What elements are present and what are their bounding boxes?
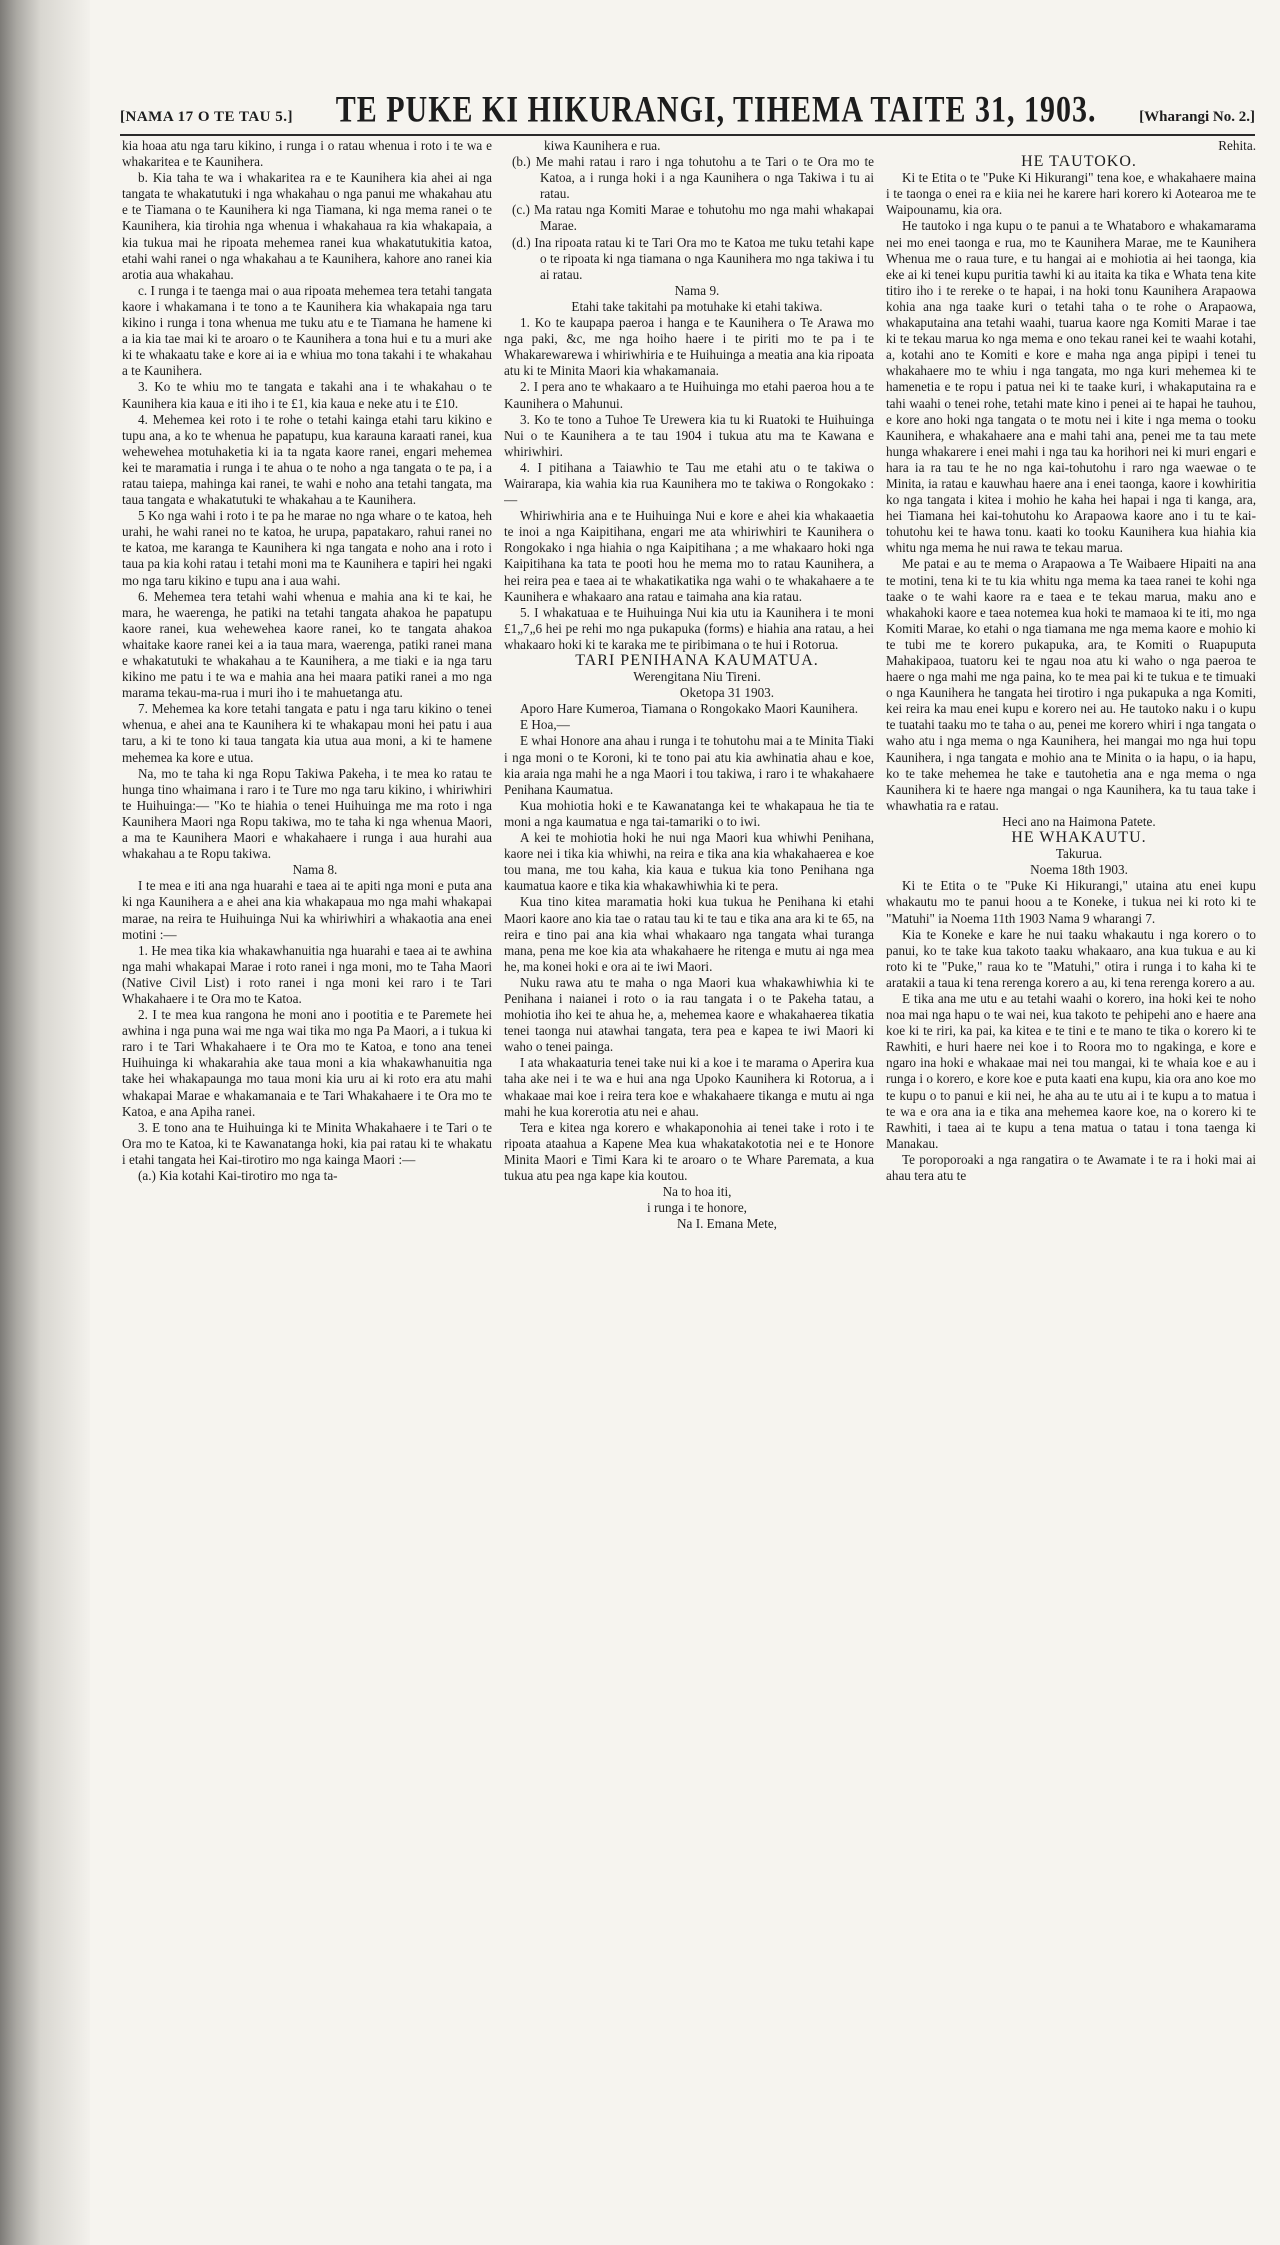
paragraph: Kua mohiotia hoki e te Kawanatanga kei te whakapaua he tia te moni a nga kaumatua e nga tai-tamariki o to iwi. xyxy=(504,797,874,829)
paragraph: 5 Ko nga wahi i roto i te pa he marae no nga whare o te katoa, heh urahi, he wahi ranei no te katoa, he urupa, papatakaro, rahui ranei no te katoa, me karanga te Kaunihera ki nga tangata e noho ana i roto i taua pa kia kohi ratau i tetahi moni ma te Kaunihera e tapiri hei ngaki mo nga taru kikino e tupu ana i aua wahi. xyxy=(122,508,492,588)
dateline-place: Takurua. xyxy=(1055,846,1103,862)
column-2 xyxy=(504,138,874,2223)
paragraph: 1. He mea tika kia whakawhanuitia nga huarahi e taea ai te awhina nga mahi whakapai Marae i roto ranei i nga moni, mo te Taha Maori (Native Civil List) i roto ranei i nga moni kei raro i te Tari Whakahaere i te Ora mo te Katoa. xyxy=(122,942,492,1006)
column-1 xyxy=(122,138,492,2223)
signoff-line: i runga i te honore, xyxy=(647,1200,747,1216)
dateline-date: Noema 18th 1903. xyxy=(1030,862,1128,878)
dateline-place: Werengitana Niu Tireni. xyxy=(633,669,761,685)
section-subheading: Etahi take takitahi pa motuhake ki etahi takiwa. xyxy=(571,298,823,314)
paragraph: 3. E tono ana te Huihuinga ki te Minita Whakahaere i te Tari o te Ora mo te Katoa, ki te Kawanatanga hoki, kia pai ratau ki te whakatu i etahi tangata hei Kai-tirotiro mo nga kainga Maori :— xyxy=(122,1119,492,1167)
issue-number: [NAMA 17 O TE TAU 5.] xyxy=(120,109,294,125)
paragraph: Te poroporoaki a nga rangatira o te Awamate i te ra i hoki mai ai ahau tera atu te xyxy=(886,1151,1256,1183)
signoff-line: Na to hoa iti, xyxy=(662,1184,732,1200)
paragraph: He tautoko i nga kupu o te panui a te Whataboro e whakamarama nei mo enei taonga e rua, mo te Kaunihera Marae, me te Kaunihera Whenua me o raua ture, e tu hangai ai e mohiotia ai hei taonga, kia eke ai ki tenei kupu puritia tawhi ki au itaita ka tika e Whata tena kite titiro iho i te rereke o te hapai, i na hoki tonu Kaunihera Arapaowa kohia ana nga taake kuri o tetahi taha o te rohe o Arapaowa, whakaputaina ana tetahi waahi, tuarua kaore nga Komiti Marae i tae ki te tekau marua ko nga mema e ono tekau ranei kei te waahi kotahi, a, kotahi ano te Komiti e kore e maha nga anga pipipi i tenei tu whakahaere mo te whiu i nga tangata, mo nga kuri mehemea ki te hamenetia e te ropu i patua nei ki te taake kuri, i whakaputaina ra e tahi waahi o tenei rohe, tetahi mate kino i penei ai te hapai he tauhou, e kore ano hoki nga tangata o te motu nei i kite i nga mema o tooku Kaunihera, e whakahaere ana e mahi tahi ana, penei me ta tau mete hunga whakarere i enei mahi i nga tau ka horihori nei ki muri engari e hara ia ra tau te he no nga kai-tohutohu i raro nga waewae o te Minita, ia ratau e kauwhau haere ana i enei taonga, kaore i kowhiritia ko nga tangata i kitea i mohio he kaha hei hapai i nga ti kanga, ara, hei Tiamana hei kai-tohutohu ko Arapaowa kaore ano i tu te kai-tohutohu kei te hawa tonu. kaati ko tooku Kaunihera kua hiahia kia whitu nga mema he nui rawa te tekau marua. xyxy=(886,218,1256,556)
signature: Na I. Emana Mete, xyxy=(677,1216,777,1232)
paragraph: 4. Mehemea kei roto i te rohe o tetahi kainga etahi taru kikino e tupu ana, a ko te whenua he papatupu, kua karauna karaati ranei, kua wehewehea motuhaketia ki ia ta ngata kaore ranei, engari mehemea kei te maramatia i runga i te ahua o te noho a nga tangata o te pa, i a ratau taiepa, mahinga kai ranei, te wahi e noho ana tetahi tangata, ma taua tangata e whakatutuki te whakahau a te Kaunihera. xyxy=(122,411,492,508)
paragraph: A kei te mohiotia hoki he nui nga Maori kua whiwhi Penihana, kaore nei i tika kia whiwhi, na reira e tika ana kia whakahaerea e koe tou mana, me tou kaha, kia kaua e tukua kia tono Penihana nga kaumatua kaore e tika kia whakawhiwhia ki te pera. xyxy=(504,830,874,894)
paragraph: 3. Ko te whiu mo te tangata e takahi ana i te whakahau o te Kaunihera kia kaua e iti iho i te £1, kia kaua e neke atu i te £10. xyxy=(122,379,492,411)
list-item: (d.) Ina ripoata ratau ki te Tari Ora mo te Katoa me tuku tetahi kape o te ripoata ki nga tiamana o nga Kaunihera mo nga takiwa i tu ai ratau. xyxy=(512,234,874,282)
article-heading: HE TAUTOKO. xyxy=(1021,153,1137,171)
paragraph: 5. I whakatuaa e te Huihuinga Nui kia utu ia Kaunihera i te moni £1„7„6 hei pe rehi mo nga pukapuka (forms) e hiahia ana ratau, a hei whakaaro hoki ki te karaka me te piribimana o te hui i Rotorua. xyxy=(504,604,874,652)
paragraph: b. Kia taha te wa i whakaritea ra e te Kaunihera kia ahei ai nga tangata te whakatutuki i nga whakahau o nga panui me whakahau atu e te Tiamana o te Kaunihera ki nga Tiamana, ki nga mema ranei o te Kaunihera, kia tirohia nga whenua i whakahaua ra kia whakapaia, a kia tukua mai he ripoata mehemea ranei kua whakatutukitia katoa, etahi wahi ranei o nga whakahau a te Kaunihera, kahore ano ranei kia arotia aua whakahau. xyxy=(122,170,492,282)
paragraph: (a.) Kia kotahi Kai-tirotiro mo nga ta- xyxy=(138,1168,338,1183)
paragraph: Whiriwhiria ana e te Huihuinga Nui e kore e ahei kia whakaaetia te inoi a nga Kaipitihana, engari me ata whiriwhiri te Kaunihera o Rongokako i nga hiahia o nga Kaipitihana ; a me whakaaro hoki nga Kaipitihana ka tata te pooti hou he mema mo to ratau Kaunihera, a hei reira pea e taea ai te whakatikatika nga wahi o te whakahaere a te Kaunihera e whakaaro ana ratau e taimaha ana kia ratau. xyxy=(504,508,874,604)
paragraph: kia hoaa atu nga taru kikino, i runga i o ratau whenua i roto i te wa e whakaritea e te Kaunihera. xyxy=(122,138,492,170)
column-3 xyxy=(886,138,1256,2223)
paragraph: kiwa Kaunihera e rua. xyxy=(544,138,661,153)
paragraph: 4. I pitihana a Taiawhio te Tau me etahi atu o te takiwa o Wairarapa, kia wahia kia rua Kaunihera mo te takiwa o Rongokako :— xyxy=(504,459,874,508)
paragraph: Ki te Etita o te "Puke Ki Hikurangi," utaina atu enei kupu whakautu mo te panui hoou a te Koneke, i tukua nei ki roto ki te "Matuhi" ia Noema 11th 1903 Nama 9 wharangi 7. xyxy=(886,878,1256,926)
signature: Heci ano na Haimona Patete. xyxy=(1002,813,1156,829)
newspaper-title: TE PUKE KI HIKURANGI, TIHEMA TAITE 31, 1903. xyxy=(335,89,1097,131)
paragraph: Rehita. xyxy=(1218,138,1256,153)
section-heading: Nama 9. xyxy=(674,282,720,298)
paragraph: 7. Mehemea ka kore tetahi tangata e patu i nga taru kikino o tenei whenua, e ahei ana te Kaunihera ki te whakapau moni hei patu i aua taru, a ki te tono ki taua tangata kia utua aua moni, a ki te hamene mehemea ka kore e utua. xyxy=(122,701,492,765)
paragraph: I te mea e iti ana nga huarahi e taea ai te apiti nga moni e puta ana ki nga Kaunihera a e ahei ana kia whakapaua mo nga mahi whakapai marae, na reira te Huihuinga Nui ka whiriwhiri a whakaotia ana enei motini :— xyxy=(122,878,492,942)
article-heading: TARI PENIHANA KAUMATUA. xyxy=(575,652,819,669)
paragraph: 6. Mehemea tera tetahi wahi whenua e mahia ana ki te kai, he mara, he waerenga, he patiki na tetahi tangata ahakoa he papatupu kaore ranei, kua wehewehea kaore ranei, ko te tangata ahakoa whaitake kaore ranei kei a ia taua mara, waerenga, patiki ranei mana e whakatutuki te whakahau a te Kaunihera, a me tiaki e ia nga taru kikino me patu i te wa e mahia ana hei maara patiki ranei a mo nga marama tekau-ma-rua i muri iho i te mahuetanga atu. xyxy=(122,588,492,701)
addressee: Aporo Hare Kumeroa, Tiamana o Rongokako Maori Kaunihera. xyxy=(520,701,859,717)
paragraph: E whai Honore ana ahau i runga i te tohutohu mai a te Minita Tiaki i nga moni o te Koroni, ki te tono pai atu kia awhinatia ahau e koe, kia araia nga mahi he a nga Maori i tou takiwa, i raro i te whakahaere Penihana Kaumatua. xyxy=(504,733,874,797)
article-columns xyxy=(122,138,1255,2223)
paragraph: 3. Ko te tono a Tuhoe Te Urewera kia tu ki Ruatoki te Huihuinga Nui o te Kaunihera a te tau 1904 i tukua atu ma te Kawana e whiriwhiri. xyxy=(504,411,874,459)
paragraph: Kua tino kitea maramatia hoki kua tukua he Penihana ki etahi Maori kaore ano kia tae o ratau tau ki te tau e tika ana ara ki te 65, na reira e tino pai ana kia whai whakaaro nga tangata whai turanga mana, pena me koe kia ata whakahaere he ritenga e mutu ai nga mea he, ma konei hoki e ora ai te iwi Maori. xyxy=(504,894,874,974)
page-binding-edge xyxy=(0,0,90,2245)
section-heading: Nama 8. xyxy=(292,862,338,878)
page-number: [Wharangi No. 2.] xyxy=(1139,109,1255,125)
paragraph: Ki te Etita o te "Puke Ki Hikurangi" tena koe, e whakahaere maina i te taonga o enei ra e kiia nei he karere hari korero ki Aotearoa me te Waipounamu, kia ora. xyxy=(886,170,1256,218)
dateline-date: Oketopa 31 1903. xyxy=(679,685,775,701)
paragraph: c. I runga i te taenga mai o aua ripoata mehemea tera tetahi tangata kaore i whakamana i te tono a te Kaunihera kia whakapaia nga taru kikino i runga i tona whenua me tuku atu e te Tiamana he hamene ki a ia kia tae mai ki te aroaro o te Kaunihera a tona hui e tu a muri ake ki te whakaatu take e kore ai ia e whiua mo tona takahi i te whakahau a te Kaunihera. xyxy=(122,282,492,379)
paragraph: 2. I pera ano te whakaaro a te Huihuinga mo etahi paeroa hou a te Kaunihera o Mahunui. xyxy=(504,379,874,411)
paragraph: 2. I te mea kua rangona he moni ano i pootitia e te Paremete hei awhina i nga puna wai me nga wai tika mo nga Pa Maori, a i tukua ki raro i te Tari Whakahaere i te Ora mo te Katoa, e tono ana tenei Huihuinga ki whakarahia ake taua moni a kia whakawhanuitia nga take hei whakapaunga mo taua moni kia uru ai ki roto era atu mahi whakapai Marae e whakamanaia e te Tari Whakahaere i te Ora mo te Katoa, e ana Apiha ranei. xyxy=(122,1007,492,1119)
article-heading: HE WHAKAUTU. xyxy=(1011,829,1147,847)
paragraph: Me patai e au te mema o Arapaowa a Te Waibaere Hipaiti na ana te motini, tena ki te tu kia whitu nga mema ka taea ranei te kohi nga taake o te wahi kaore ra e taea e te tekau marua, maku ano e whakahoki kaore e taea notemea kua hoki te mamaoa ki te iti, mo nga Komiti Marae, ko etahi o nga tiamana me nga mema kaore e mohio ki te tubi me te korero pukapuka, ara, te Komiti o Ruapuputa Mahakipaoa, tuatoru kei te ngau noa atu ki waho o nga paeroa te haere o nga mahi me nga paina, ko te mea pai ki te tukua e te timuaki o nga Kaunihera he tangata hei tirotiro i nga pukapuka a nga Komiti, kei reira ka mau enei kupu e korero nei au. He tautoko naku i o kupu te tuatahi taaku mo te taha o au, penei me korero whiri i nga tangata o waho atu i nga mema o nga Kaunihera, hei mangai mo nga hui topu Kaunihera, i nga tangata e mohio ana te Minita o ia hapu, o ia hapu, ko te take mehemea he take e tautohetia ana e nga mema o nga Kaunihera ki te haere nga mangai o nga Kaunihera, ka tu taua take i whawhatia ra e ratau. xyxy=(886,556,1256,813)
paragraph: Kia te Koneke e kare he nui taaku whakautu i nga korero o to panui, ko te take kua takoto taaku whakaaro, ana kua tukua e au ki roto ki te "Puke," raua ko te "Matuhi," otira i runga i to kaha ki te aratakii a taua ki tena rerenga korero a au, ki tena rerenga korero a au. xyxy=(886,926,1256,990)
paragraph: 1. Ko te kaupapa paeroa i hanga e te Kaunihera o Te Arawa mo nga paki, &c, me nga hoiho haere i te piriti mo te pa i te Whakarewarewa i whiriwhiria e te Huihuinga a meatia ana kia ripoata atu ki te Minita Maori kia whakamanaia. xyxy=(504,315,874,379)
paragraph: Nuku rawa atu te maha o nga Maori kua whakawhiwhia ki te Penihana i naianei i roto o ia rau tangata i o te Pakeha tatau, a mohiotia iho kei te ahua he, a, mehemea kaore e whakahaerea tikatia tenei taonga nui atawhai tangata, tera pea e kapea te iwi Maori ki waho o tenei painga. xyxy=(504,974,874,1055)
masthead xyxy=(120,80,1255,136)
list-item: (c.) Ma ratau nga Komiti Marae e tohutohu mo nga mahi whakapai Marae. xyxy=(512,202,874,234)
paragraph: Tera e kitea nga korero e whakaponohia ai tenei take i roto i te ripoata ataahua a Kapene Mea kua whakatakototia nei e te Honore Minita Maori e Timi Kara ki te aroaro o te Whare Paremata, a kua tukua atu pea nga kape kia koutou. xyxy=(504,1119,874,1183)
paragraph: I ata whakaaturia tenei take nui ki a koe i te marama o Aperira kua taha ake nei i te wa e hui ana nga Upoko Kaunihera ki Rotorua, a i whakaae mai koe i reira tera koe e whakahaere tikanga e mutu ai nga mahi he kua korerotia atu nei e ahau. xyxy=(504,1055,874,1119)
salutation: E Hoa,— xyxy=(520,717,570,733)
list-item: (b.) Me mahi ratau i raro i nga tohutohu a te Tari o te Ora mo te Katoa, a i runga hoki i a nga Kaunihera o nga Takiwa i tu ai ratau. xyxy=(512,154,874,202)
paragraph: E tika ana me utu e au tetahi waahi o korero, ina hoki kei te noho noa mai nga hapu o te wai nei, kua takoto te pehipehi ano e haere ana koe ki te riri, ka pai, ka kitea e te tini e te mano te tika o korero ki te Rawhiti, e huri haere nei koe i to Roora mo to ngakinga, e kore e ngaro ina hoki e whakaae mai nei tou mangai, ki te whaia koe e au i runga i o korero, e kore koe e puta kaati ena kupu, kia ora ano koe mo te kupu o to panui e kii nei, he aha au te utu ai i te kupu a to matua i te wa e ora ana ia e tika ana mehemea kaore koe, na o korero ki te Rawhiti, i taea ai te kupu a tena matua o tatau i tona taenga ki Manakau. xyxy=(886,990,1256,1151)
paragraph: Na, mo te taha ki nga Ropu Takiwa Pakeha, i te mea ko ratau te hunga tino whaimana i raro i te Ture mo nga taru kikino, i whiriwhiri te Huihuinga:— "Ko te hiahia o tenei Huihuinga me ma roto i nga Kaunihera Maori nga Ropu takiwa, mo te taha ki nga whenua Maori, a ma te Kaunihera Maori e whakahaere i runga i aua hurahi aua whakahau a te Ropu takiwa. xyxy=(122,765,492,862)
